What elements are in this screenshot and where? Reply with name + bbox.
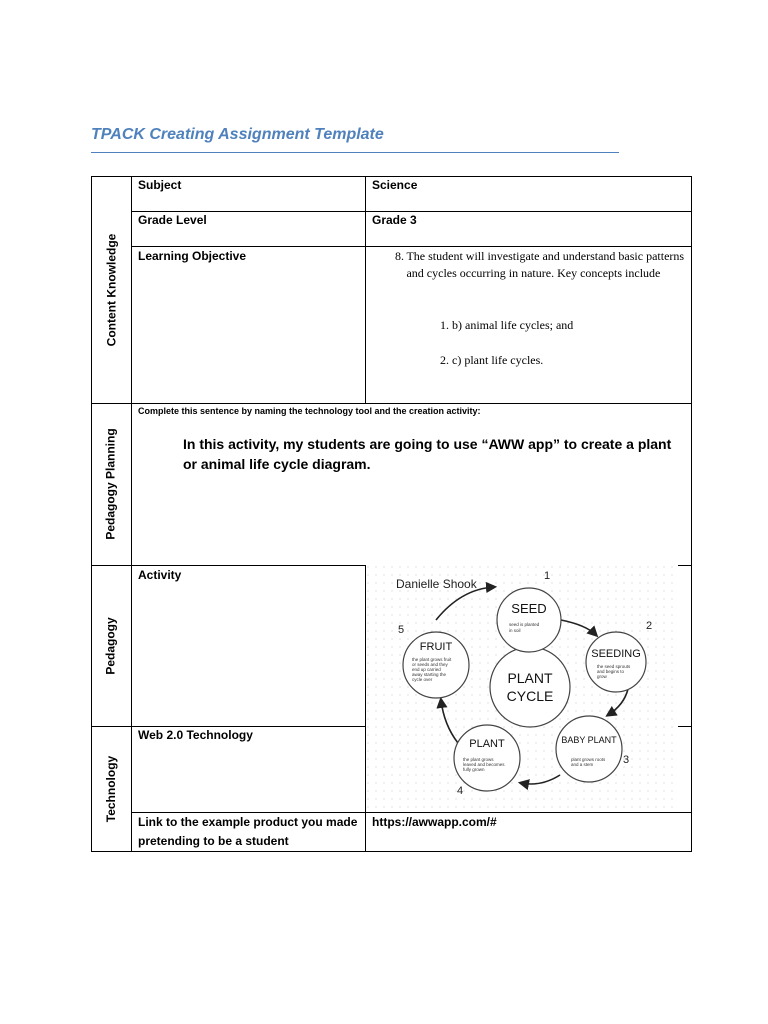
diagram-author: Danielle Shook [396, 577, 477, 591]
stage-number: 2 [646, 620, 653, 632]
stage-title: SEED [511, 601, 547, 616]
title-underline [91, 152, 619, 153]
cycle-center-line: PLANT [507, 670, 553, 686]
stage-number: 5 [398, 624, 405, 636]
objective-item-2: 2. c) plant life cycles. [440, 353, 544, 367]
stage-title: SEEDING [591, 648, 641, 660]
stage-description: the seed sprouts [597, 664, 631, 669]
stage-description: in soil [509, 628, 521, 633]
cycle-center-line: CYCLE [506, 688, 554, 704]
stage-seeding-circle [586, 632, 646, 692]
value-column-divider [365, 176, 366, 404]
stage-number: 4 [457, 785, 464, 797]
stage-description: leaved and becomes [463, 762, 505, 767]
grade-level-value: Grade 3 [372, 213, 417, 227]
stage-description: fully grown [463, 767, 485, 772]
objective-statement: The student will investigate and understand basic patterns and cycles occurring in nature. Key concepts include [406, 249, 685, 280]
stage-description: grow [597, 674, 607, 679]
side-label-content-knowledge: Content Knowledge [104, 233, 119, 347]
side-label-technology: Technology [104, 755, 119, 823]
subject-label: Subject [138, 178, 182, 192]
example-link-label: Link to the example product you made pretending to be a student [138, 815, 358, 848]
section-divider [91, 403, 692, 404]
learning-objective-label: Learning Objective [138, 249, 247, 263]
stage-description: or seeds and they [412, 662, 448, 667]
stage-title: BABY PLANT [561, 735, 617, 745]
stage-description: cycle over [412, 677, 433, 682]
stage-title: PLANT [469, 738, 505, 750]
web20-technology-label: Web 2.0 Technology [138, 728, 253, 742]
planning-prompt: Complete this sentence by naming the technology tool and the creation activity: [138, 406, 481, 416]
stage-seed-circle [497, 588, 561, 652]
stage-description: the plant grows [463, 757, 494, 762]
example-link-value[interactable]: https://awwapp.com/# [372, 815, 497, 829]
document-title: TPACK Creating Assignment Template [91, 126, 384, 143]
side-label-pedagogy: Pedagogy [104, 616, 119, 675]
objective-number: 8. [395, 249, 404, 263]
side-column-divider [131, 176, 132, 852]
stage-description: plant grows roots [571, 757, 606, 762]
side-label-pedagogy-planning: Pedagogy Planning [104, 428, 119, 540]
plant-life-cycle-diagram [366, 565, 678, 812]
stage-description: and begins to [597, 669, 625, 674]
learning-objective-text [395, 248, 685, 282]
objective-item-1: 1. b) animal life cycles; and [440, 318, 574, 332]
stage-number: 3 [623, 754, 630, 766]
stage-number: 1 [544, 570, 551, 582]
stage-description: away starting the [412, 672, 447, 677]
planning-sentence: In this activity, my students are going to use “AWW app” to create a plant or animal life cycle diagram. [183, 436, 672, 472]
activity-label: Activity [138, 568, 182, 582]
grade-level-label: Grade Level [138, 213, 207, 227]
stage-description: the plant grows fruit [412, 657, 452, 662]
stage-description: and a stem [571, 762, 594, 767]
cycle-center-circle [490, 647, 570, 727]
stage-description: seed is planted [509, 622, 540, 627]
stage-baby-plant-circle [556, 716, 622, 782]
stage-title: FRUIT [419, 641, 453, 653]
subject-value: Science [372, 178, 418, 192]
stage-description: end up carried [412, 667, 441, 672]
